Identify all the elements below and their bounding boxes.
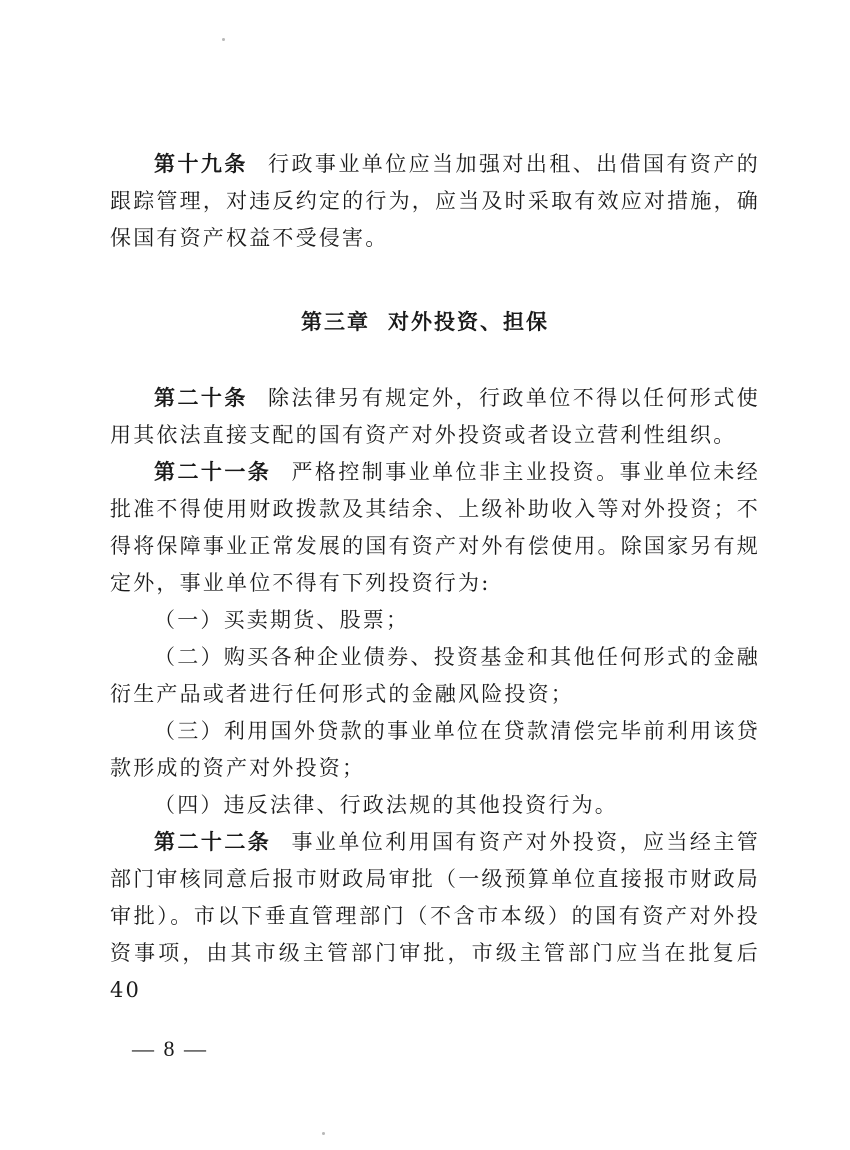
chapter-body bbox=[110, 380, 760, 1009]
article-19-label: 第十九条 bbox=[154, 152, 248, 176]
article-21-item-3: （三）利用国外贷款的事业单位在贷款清偿完毕前利用该贷款形成的资产对外投资； bbox=[110, 719, 760, 780]
chapter-heading bbox=[0, 306, 850, 336]
article-21-text: 严格控制事业单位非主业投资。事业单位未经批准不得使用财政拨款及其结余、上级补助收入等对外投资；不得将保障事业正常发展的国有资产对外有偿使用。除国家另有规定外，事业单位不得有下列投资行为: bbox=[110, 460, 761, 595]
scan-speck bbox=[222, 38, 225, 41]
article-22-text: 事业单位利用国有资产对外投资，应当经主管部门审核同意后报市财政局审批（一级预算单位直接报市财政局审批）。市以下垂直管理部门（不含市本级）的国有资产对外投资事项，由其市级主管部门审批，市级主管部门应当在批复后 40 bbox=[110, 830, 761, 1002]
chapter-title: 对外投资、担保 bbox=[388, 310, 549, 334]
page-number: — 8 — bbox=[132, 1036, 208, 1061]
article-19-text: 行政事业单位应当加强对出租、出借国有资产的跟踪管理，对违反约定的行为，应当及时采取有效应对措施，确保国有资产权益不受侵害。 bbox=[110, 152, 760, 250]
article-19 bbox=[110, 146, 760, 257]
article-22-label: 第二十二条 bbox=[154, 830, 272, 854]
article-21-item-1: （一）买卖期货、股票； bbox=[154, 608, 410, 632]
article-21 bbox=[110, 454, 760, 602]
article-19-paragraph bbox=[110, 146, 760, 257]
chapter-number: 第三章 bbox=[301, 310, 370, 334]
article-21-item-2: （二）购买各种企业债券、投资基金和其他任何形式的金融衍生产品或者进行任何形式的金融风险投资； bbox=[110, 645, 760, 706]
article-20-text: 除法律另有规定外，行政单位不得以任何形式使用其依法直接支配的国有资产对外投资或者设立营利性组织。 bbox=[110, 386, 760, 447]
article-20-label: 第二十条 bbox=[154, 386, 248, 410]
article-21-label: 第二十一条 bbox=[154, 460, 272, 484]
article-22 bbox=[110, 824, 760, 1009]
article-20 bbox=[110, 380, 760, 454]
article-21-item-4: （四）违反法律、行政法规的其他投资行为。 bbox=[154, 793, 618, 817]
scan-speck bbox=[322, 1132, 325, 1135]
